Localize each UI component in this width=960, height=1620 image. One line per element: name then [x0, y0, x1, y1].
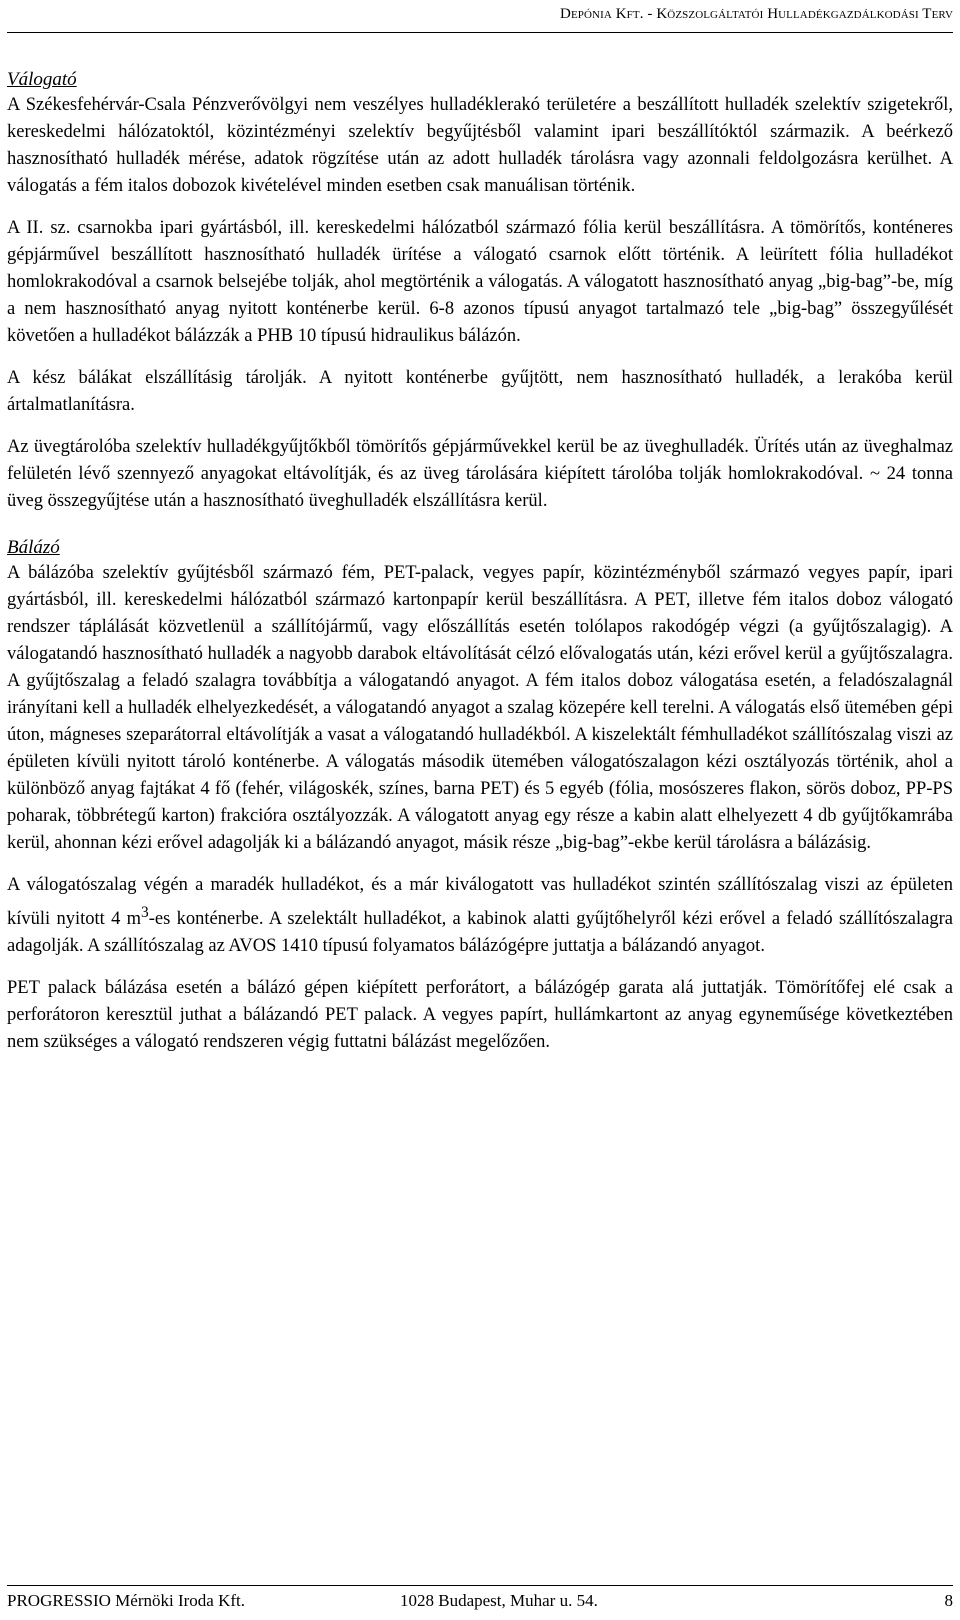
- paragraph: Az üvegtárolóba szelektív hulladékgyűjtőkből tömörítős gépjárművekkel kerül be az üveghulladék. Ürítés után az üveghalmaz felületén lévő szennyező anyagokat eltávolítják, és az üveg tárolására kiépített tárolóba tolják homlokrakodóval. ~ 24 tonna üveg összegyűjtése után a hasznosítható üveghulladék elszállításra kerül.: [7, 437, 953, 511]
- footer-company: PROGRESSIO Mérnöki Iroda Kft.: [7, 1591, 245, 1610]
- paragraph: A bálázóba szelektív gyűjtésből származó fém, PET-palack, vegyes papír, közintézményből származó vegyes papír, ipari gyártásból, ill. kereskedelmi hálózatból származó kartonpapír kerül beszállításra. A PET, illetve fém italos doboz válogató rendszer táplálását közvetlenül a szállítójármű, vagy előszállítás esetén tolólapos rakodógép végzi (a gyűjtőszalagig). A válogatandó hasznosítható hulladék a nagyobb darabok eltávolítását célzó elővalogatás után, kézi erővel kerül a gyűjtőszalagra. A gyűjtőszalag a feladó szalagra továbbítja a válogatandó anyagot. A fém italos doboz válogatása esetén, a feladószalagnál irányítani kell a hulladék elhelyezkedését, a válogatandó anyagot a szalag közepére kell terelni. A válogatás első ütemében gépi úton, mágneses szeparátorral eltávolítják a vasat a válogatandó hulladékból. A kiszelektált fémhulladékot szállítószalag viszi az épületen kívüli nyitott tároló konténerbe. A válogatás második ütemében válogatószalagon kézi osztályozás történik, ahol a különböző anyag fajtákat 4 fő (fehér, világoskék, színes, barna PET) és 5 egyéb (fólia, mosószeres flakon, sörös doboz, PP-PS poharak, többrétegű karton) frakcióra osztályozzák. A válogatott anyag egy része a kabin alatt elhelyezett 4 db gyűjtőkamrába kerül, ahonnan kézi erővel adagolják ki a bálázandó anyagot, másik része „big-bag”-ekbe kerül tárolásra a bálázásig.: [7, 563, 953, 853]
- running-header: Depónia Kft. - Közszolgáltatói Hulladékgazdálkodási Terv: [560, 6, 953, 22]
- section-heading-balazo: Bálázó: [7, 537, 60, 558]
- paragraph: PET palack bálázása esetén a bálázó gépen kiépített perforátort, a bálázógép garata alá juttatják. Tömörítőfej elé csak a perforátoron keresztül juthat a bálázandó PET palack. A vegyes papírt, hullámkartont az anyag egyneműsége következtében nem szükséges a válogató rendszeren végig futtatni bálázást megelőzően.: [7, 978, 953, 1053]
- document-page: [7, 0, 953, 1620]
- document-body: [7, 68, 953, 1056]
- page-number: 8: [944, 1591, 953, 1610]
- superscript: 3: [141, 904, 149, 921]
- paragraph-text: A válogatószalag végén a maradék hulladékot, és a már kiválogatott vas hulladékot szintén szállítószalag viszi az épületen kívüli nyitott 4 m: [7, 875, 953, 930]
- footer-rule: [7, 1585, 953, 1586]
- footer-address: 1028 Budapest, Muhar u. 54.: [400, 1591, 598, 1610]
- paragraph: [7, 872, 953, 960]
- paragraph: A Székesfehérvár-Csala Pénzverővölgyi nem veszélyes hulladéklerakó területére a beszállított hulladék szelektív szigetekről, kereskedelmi hálózatoktól, közintézményi szelektív begyűjtésből valamint ipari beszállítóktól származik. A beérkező hasznosítható hulladék mérése, adatok rögzítése után az adott hulladék tárolásra vagy azonnali feldolgozásra kerülhet. A válogatás a fém italos dobozok kivételével minden esetben csak manuálisan történik.: [7, 95, 953, 196]
- header-rule: [7, 32, 953, 33]
- paragraph-text: -es konténerbe. A szelektált hulladékot, a kabinok alatti gyűjtőhelyről kézi erővel a feladó szállítószalagra adagolják. A szállítószalag az AVOS 1410 típusú folyamatos bálázógépre juttatja a bálázandó anyagot.: [7, 909, 953, 957]
- paragraph: A kész bálákat elszállításig tárolják. A nyitott konténerbe gyűjtött, nem hasznosítható hulladék, a lerakóba kerül ártalmatlanításra.: [7, 368, 953, 415]
- section-heading-valogato: Válogató: [7, 69, 77, 90]
- paragraph: A II. sz. csarnokba ipari gyártásból, ill. kereskedelmi hálózatból származó fólia kerül beszállításra. A tömörítős, konténeres gépjárművel beszállított hasznosítható hulladék ürítése a válogató csarnok előtt történik. A leürített fólia hulladékot homlokrakodóval a csarnok belsejébe tolják, ahol megtörténik a válogatás. A válogatott hasznosítható anyag „big-bag”-be, míg a nem hasznosítható anyag nyitott konténerbe kerül. 6-8 azonos típusú anyagot tartalmazó tele „big-bag” összegyűlését követően a hulladékot bálázzák a PHB 10 típusú hidraulikus bálázón.: [7, 218, 953, 346]
